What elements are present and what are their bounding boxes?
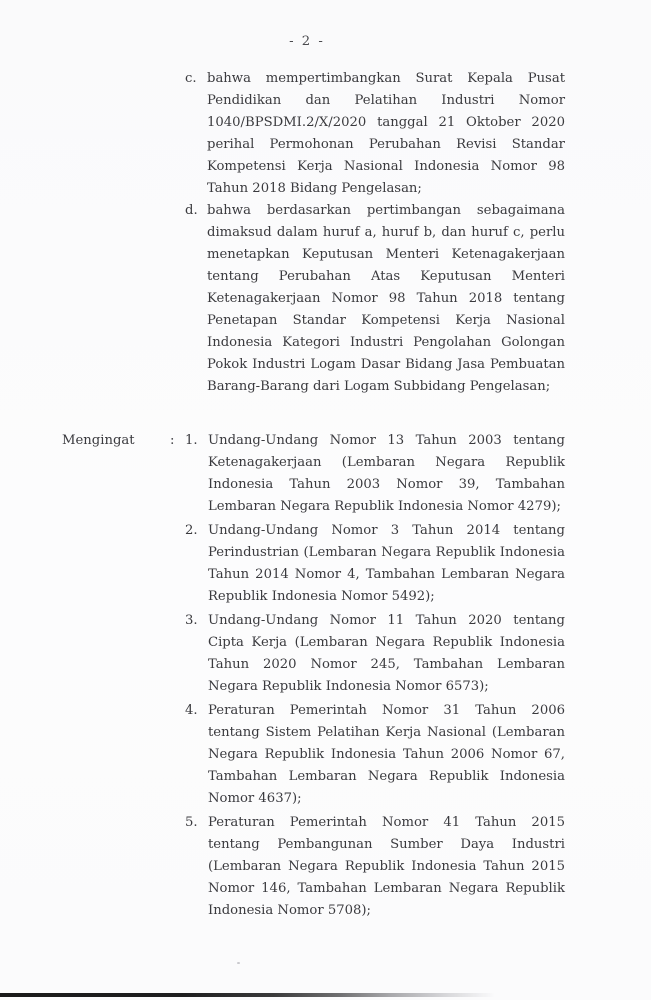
considering-clause-d	[185, 200, 565, 398]
item-text: Undang-Undang Nomor 13 Tahun 2003 tentang Ketenagakerjaan (Lembaran Negara Republik Indonesia Tahun 2003 Nomor 39, Tambahan Lembaran Negara Republik Indonesia Nomor 4279);	[208, 433, 565, 514]
page-bottom-scan-shadow	[0, 993, 651, 997]
page-number: - 2 -	[289, 34, 325, 49]
mengingat-colon: :	[170, 433, 175, 448]
scan-artifact-speck	[237, 962, 240, 964]
item-text: Undang-Undang Nomor 3 Tahun 2014 tentang Perindustrian (Lembaran Negara Republik Indonesia Tahun 2014 Nomor 4, Tambahan Lembaran Negara Republik Indonesia Nomor 5492);	[208, 523, 565, 604]
mengingat-label: Mengingat	[62, 433, 135, 448]
clause-text: bahwa mempertimbangkan Surat Kepala Pusat Pendidikan dan Pelatihan Industri Nomor 1040/BPSDMI.2/X/2020 tanggal 21 Oktober 2020 perihal Permohonan Perubahan Revisi Standar Kompetensi Kerja Nasional Indonesia Nomor 98 Tahun 2018 Bidang Pengelasan;	[207, 71, 565, 196]
legal-basis-item-2	[185, 520, 565, 608]
item-marker: 4.	[185, 703, 198, 718]
document-body	[0, 68, 651, 924]
legal-basis-item-5	[185, 812, 565, 922]
clause-marker: d.	[185, 203, 198, 218]
item-marker: 1.	[185, 433, 198, 448]
item-text: Peraturan Pemerintah Nomor 31 Tahun 2006 tentang Sistem Pelatihan Kerja Nasional (Lembaran Negara Republik Indonesia Tahun 2006 Nomor 67, Tambahan Lembaran Negara Republik Indonesia Nomor 4637);	[208, 703, 565, 806]
mengingat-section	[0, 430, 651, 922]
item-marker: 3.	[185, 613, 198, 628]
legal-basis-item-4	[185, 700, 565, 810]
item-text: Undang-Undang Nomor 11 Tahun 2020 tentang Cipta Kerja (Lembaran Negara Republik Indonesia Tahun 2020 Nomor 245, Tambahan Lembaran Negara Republik Indonesia Nomor 6573);	[208, 613, 565, 694]
item-marker: 2.	[185, 523, 198, 538]
legal-basis-item-3	[185, 610, 565, 698]
clause-marker: c.	[185, 71, 197, 86]
item-marker: 5.	[185, 815, 198, 830]
legal-basis-item-1	[185, 430, 565, 518]
clause-text: bahwa berdasarkan pertimbangan sebagaimana dimaksud dalam huruf a, huruf b, dan huruf c, perlu menetapkan Keputusan Menteri Ketenagakerjaan tentang Perubahan Atas Keputusan Menteri Ketenagakerjaan Nomor 98 Tahun 2018 tentang Penetapan Standar Kompetensi Kerja Nasional Indonesia Kategori Industri Pengolahan Golongan Pokok Industri Logam Dasar Bidang Jasa Pembuatan Barang-Barang dari Logam Subbidang Pengelasan;	[207, 203, 565, 394]
considering-clause-c	[185, 68, 565, 200]
item-text: Peraturan Pemerintah Nomor 41 Tahun 2015 tentang Pembangunan Sumber Daya Industri (Lembaran Negara Republik Indonesia Tahun 2015 Nomor 146, Tambahan Lembaran Negara Republik Indonesia Nomor 5708);	[208, 815, 565, 918]
